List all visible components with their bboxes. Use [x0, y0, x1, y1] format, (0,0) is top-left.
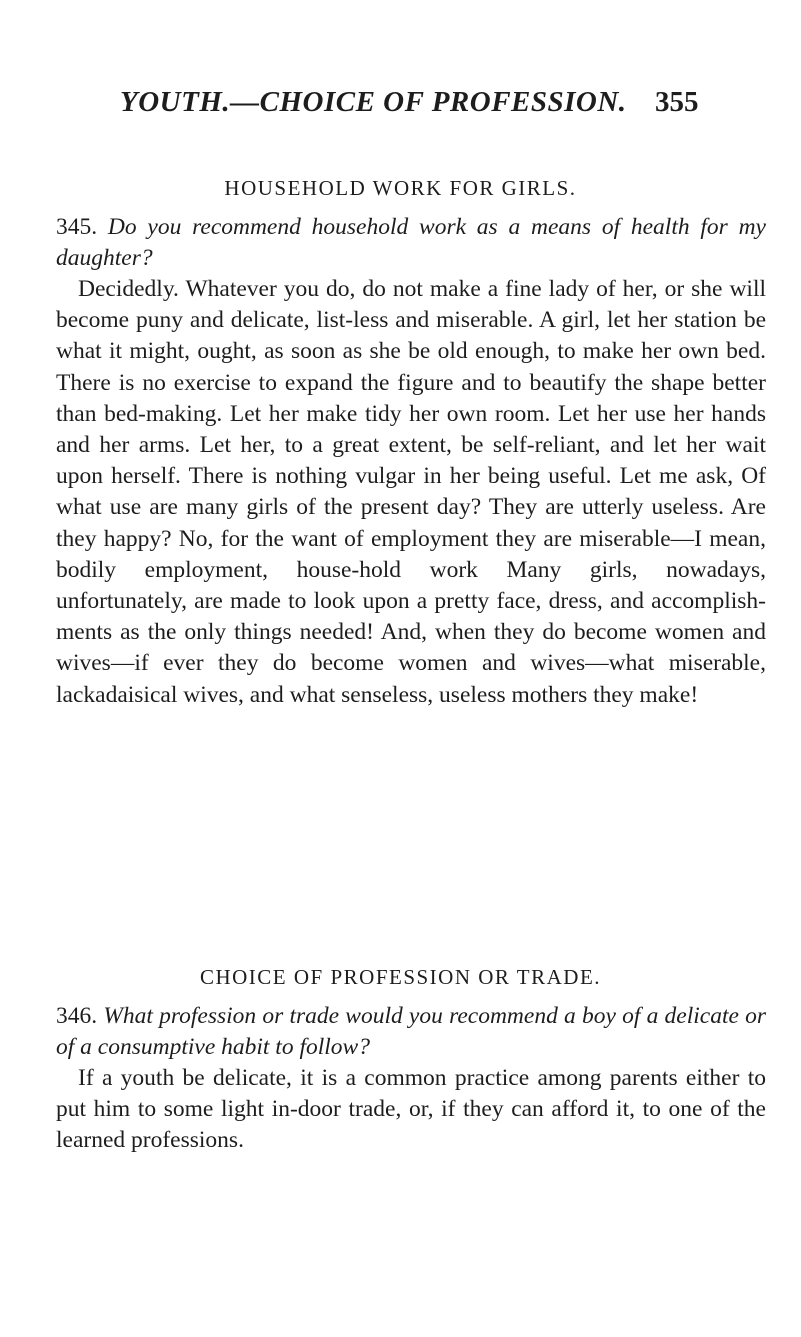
answer-345: Decidedly. Whatever you do, do not make a fine lady of her, or she will become puny and delicate, list-less and miserable. A girl, let her station be what it might, ought, as soon as she be old enough, to make her own bed. There is no exercise to expand the figure and to beautify the shape better than bed-making. Let her make tidy her own room. Let her use her hands and her arms. Let her, to a great extent, be self-reliant, and let her wait upon herself. There is nothing vulgar in her being useful. Let me ask, Of what use are many girls of the present day? They are utterly useless. Are they happy? No, for the want of employment they are miserable—I mean, bodily employment, house-hold work Many girls, nowadays, unfortunately, are made to look upon a pretty face, dress, and accomplish-ments as the only things needed! And, when they do become women and wives—if ever they do become women and wives—what miserable, lackadaisical wives, and what senseless, useless mothers they make!	[56, 276, 766, 708]
answer-346: If a youth be delicate, it is a common practice among parents either to put him to some light in-door trade, or, if they can afford it, to one of the learned professions.	[56, 1065, 766, 1154]
running-head-title: YOUTH.—CHOICE OF PROFESSION.	[120, 86, 627, 118]
question-346	[56, 1001, 766, 1063]
question-number: 345.	[56, 214, 98, 240]
question-text: Do you recommend household work as a means of health for my daughter?	[56, 214, 766, 272]
question-number: 346.	[56, 1003, 98, 1029]
section-heading-choice-of-profession: CHOICE OF PROFESSION OR TRADE.	[199, 965, 602, 989]
question-345	[56, 212, 766, 274]
running-head	[120, 86, 720, 126]
question-text: What profession or trade would you recommend a boy of a delicate or of a consumptive habit to follow?	[56, 1003, 767, 1061]
section-heading-household-work: HOUSEHOLD WORK FOR GIRLS.	[224, 176, 577, 200]
page-number: 355	[655, 86, 699, 118]
